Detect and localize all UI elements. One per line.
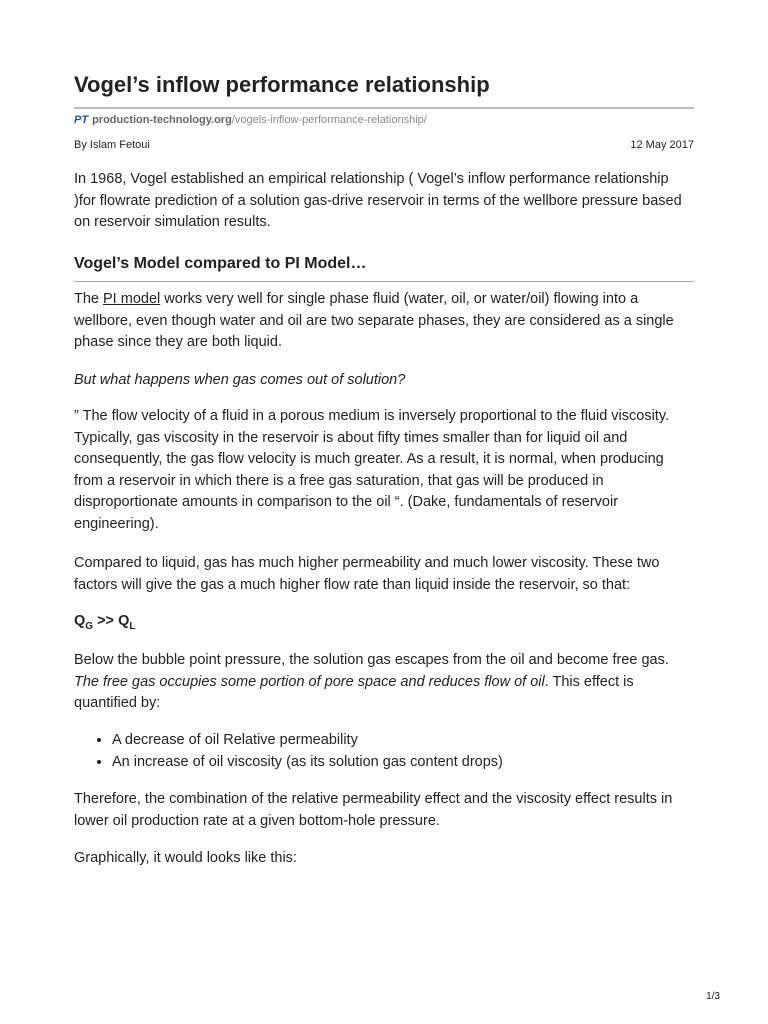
- site-logo-icon: PT: [74, 114, 89, 126]
- effect-list: [74, 729, 503, 773]
- formula-q-liquid: Q: [118, 613, 130, 629]
- list-item: • A decrease of oil Relative permeability: [112, 729, 503, 751]
- bubble-normal: Below the bubble point pressure, the solution gas escapes from the oil and become free gas.: [74, 652, 669, 668]
- bubble-tail: . This effect is quantified by:: [74, 673, 634, 711]
- source-domain: production-technology.org: [92, 114, 232, 126]
- author: By Islam Fetoui: [74, 139, 150, 151]
- page-title: Vogel’s inflow performance relationship: [74, 72, 490, 97]
- formula-sub-gas: G: [85, 620, 94, 632]
- byline: [74, 139, 694, 151]
- section-divider: [74, 281, 694, 282]
- therefore-paragraph: Therefore, the combination of the relative permeability effect and the viscosity effect results in lower oil production rate at a given bottom-hole pressure.: [74, 791, 673, 829]
- source-path: /vogels-inflow-performance-relationship/: [231, 114, 427, 126]
- publish-date: 12 May 2017: [630, 139, 694, 151]
- pi-paragraph: [74, 289, 694, 354]
- pi-model-link[interactable]: PI model: [103, 291, 161, 307]
- graphically-paragraph: Graphically, it would looks like this:: [74, 850, 297, 866]
- section-heading: Vogel’s Model compared to PI Model…: [74, 255, 367, 272]
- bubble-paragraph: [74, 650, 694, 715]
- flow-formula: [74, 613, 135, 632]
- list-item: • An increase of oil viscosity (as its solution gas content drops): [112, 751, 503, 773]
- page-number: 1/3: [706, 991, 720, 1002]
- bubble-italic: The free gas occupies some portion of pore space and reduces flow of oil: [74, 673, 545, 690]
- question-paragraph: But what happens when gas comes out of solution?: [74, 372, 406, 388]
- formula-operator: >>: [93, 613, 119, 629]
- source-link[interactable]: [74, 114, 427, 126]
- formula-q-gas: Q: [74, 613, 86, 629]
- pi-rest: works very well for single phase fluid (water, oil, or water/oil) flowing into a wellbore, even though water and oil are two separate phases, they are considered as a single phase since they are both liquid.: [74, 291, 674, 350]
- title-divider: [74, 107, 694, 109]
- intro-paragraph: In 1968, Vogel established an empirical relationship ( Vogel’s inflow performance relationship )for flowrate prediction of a solution gas-drive reservoir in terms of the wellbore pressure based on reservoir simulation results.: [74, 171, 682, 230]
- pi-prefix: The: [74, 291, 104, 307]
- compare-paragraph: Compared to liquid, gas has much higher permeability and much lower viscosity. These two factors will give the gas a much higher flow rate than liquid inside the reservoir, so that:: [74, 555, 660, 593]
- quote-paragraph: ” The flow velocity of a fluid in a porous medium is inversely proportional to the fluid viscosity. Typically, gas viscosity in the reservoir is about fifty times smaller than for liquid oil and consequently, the gas flow velocity is much greater. As a result, it is normal, when producing from a reservoir in which there is a free gas saturation, that gas will be produced in disproportionate amounts in comparison to the oil “. (Dake, fundamentals of reservoir engineering).: [74, 408, 670, 532]
- formula-sub-liquid: L: [129, 620, 136, 632]
